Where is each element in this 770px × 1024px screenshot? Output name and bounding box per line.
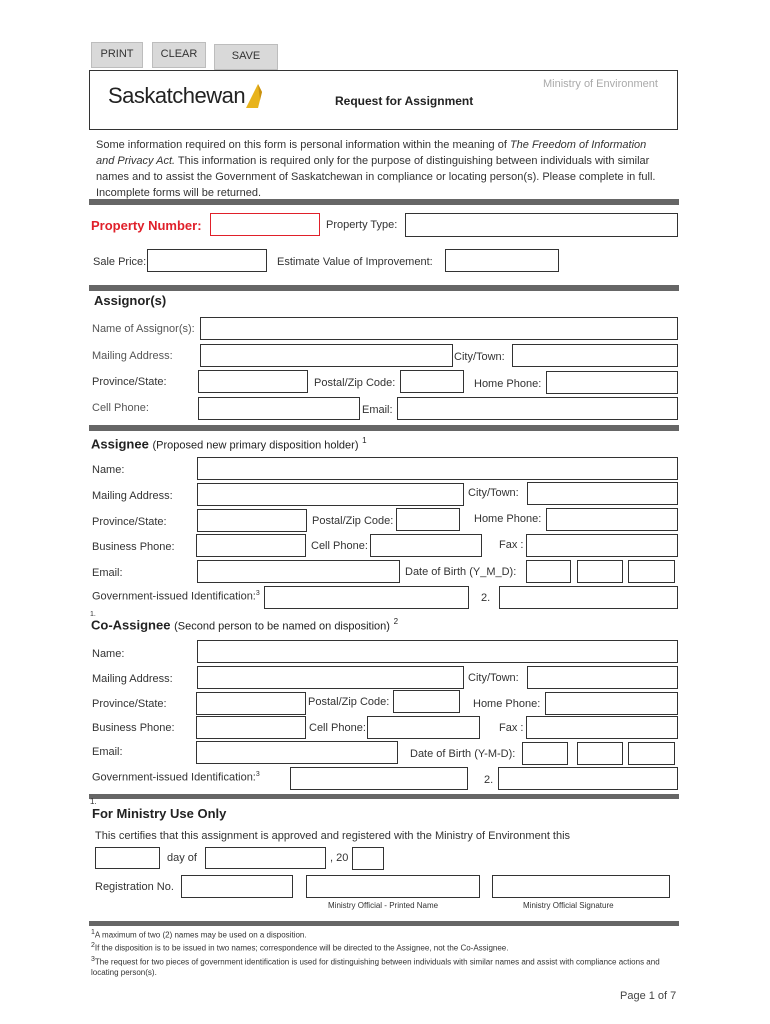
- assignee-dob-year[interactable]: [526, 560, 571, 583]
- assignee-postal-label: Postal/Zip Code:: [312, 515, 394, 527]
- official-name-input[interactable]: [306, 875, 480, 898]
- sale-price-label: Sale Price:: [93, 256, 147, 268]
- assignor-cell-input[interactable]: [198, 397, 360, 420]
- assignee-cell-label: Cell Phone:: [311, 540, 368, 552]
- assignor-home-phone-input[interactable]: [546, 371, 678, 394]
- coassignee-gov-id-text: Government-issued Identification:: [92, 771, 256, 784]
- assignee-id-2-number: 2.: [481, 592, 491, 604]
- divider: [89, 285, 679, 291]
- assignee-name-input[interactable]: [197, 457, 678, 480]
- coassignee-heading: [91, 617, 398, 632]
- assignee-home-phone-input[interactable]: [546, 508, 678, 531]
- coassignee-dob-day[interactable]: [628, 742, 675, 765]
- assignee-gov-id-1-input[interactable]: [264, 586, 469, 609]
- printed-name-caption: Ministry Official - Printed Name: [328, 901, 439, 910]
- assignee-dob-month[interactable]: [577, 560, 623, 583]
- assignee-fax-input[interactable]: [526, 534, 678, 557]
- assignor-province-label: Province/State:: [92, 376, 167, 388]
- intro-paragraph: [96, 137, 656, 201]
- assignee-province-label: Province/State:: [92, 516, 167, 528]
- footnote-1: [91, 929, 307, 940]
- assignee-dob-day[interactable]: [628, 560, 675, 583]
- coassignee-dob-month[interactable]: [577, 742, 623, 765]
- coassignee-fax-label: Fax :: [499, 722, 524, 734]
- assignee-gov-id-text: Government-issued Identification:: [92, 590, 256, 603]
- assignee-heading: [91, 436, 367, 451]
- footnote-3-text: The request for two pieces of government identification is used for distinguishing between individuals with similar names and assist with compliance actions and locating person(s).: [91, 957, 660, 977]
- assignee-title: Assignee: [91, 436, 149, 452]
- assignee-gov-id-2-input[interactable]: [499, 586, 678, 609]
- wheat-logo-icon: [244, 82, 266, 112]
- assignor-postal-input[interactable]: [400, 370, 464, 393]
- assignee-province-input[interactable]: [197, 509, 307, 532]
- coassignee-name-input[interactable]: [197, 640, 678, 663]
- assignor-home-phone-label: Home Phone:: [474, 378, 542, 390]
- coassignee-home-phone-label: Home Phone:: [473, 698, 541, 710]
- act-name: The Freedom of Information and Privacy Act.: [96, 139, 647, 167]
- coassignee-city-label: City/Town:: [468, 672, 519, 684]
- assignee-city-label: City/Town:: [468, 487, 519, 499]
- coassignee-email-input[interactable]: [196, 741, 398, 764]
- save-button[interactable]: SAVE: [214, 44, 278, 70]
- coassignee-home-phone-input[interactable]: [545, 692, 678, 715]
- property-number-input[interactable]: [210, 213, 320, 236]
- assignee-mailing-label: Mailing Address:: [92, 490, 173, 502]
- assignee-mailing-input[interactable]: [197, 483, 464, 506]
- divider: [89, 199, 679, 205]
- assignee-business-label: Business Phone:: [92, 541, 175, 553]
- assignee-email-label: Email:: [92, 567, 123, 579]
- coassignee-postal-input[interactable]: [393, 690, 460, 713]
- month-input[interactable]: [205, 847, 326, 869]
- assignor-postal-label: Postal/Zip Code:: [314, 377, 396, 389]
- official-signature-input[interactable]: [492, 875, 670, 898]
- assignor-name-input[interactable]: [200, 317, 678, 340]
- coassignee-email-label: Email:: [92, 746, 123, 758]
- coassignee-province-label: Province/State:: [92, 698, 167, 710]
- coassignee-mailing-label: Mailing Address:: [92, 673, 173, 685]
- footnote-1-text: A maximum of two (2) names may be used on a disposition.: [94, 930, 307, 940]
- coassignee-mailing-input[interactable]: [197, 666, 464, 689]
- logo-text: Saskatchewan: [108, 83, 246, 108]
- form-title: Request for Assignment: [335, 94, 474, 108]
- page-number: Page 1 of 7: [620, 990, 677, 1002]
- assignor-email-input[interactable]: [397, 397, 678, 420]
- footnote-ref-3: 3: [255, 590, 260, 597]
- assignee-home-phone-label: Home Phone:: [474, 513, 542, 525]
- sale-price-input[interactable]: [147, 249, 267, 272]
- coassignee-subtitle: (Second person to be named on disposition): [174, 620, 390, 633]
- assignor-mailing-input[interactable]: [200, 344, 453, 367]
- coassignee-cell-input[interactable]: [367, 716, 480, 739]
- divider: [89, 425, 679, 431]
- year-input[interactable]: [352, 847, 384, 870]
- assignee-id-1-number: 1.: [90, 611, 96, 618]
- day-input[interactable]: [95, 847, 160, 869]
- intro-text-1: Some information required on this form is personal information within the meaning of: [96, 139, 510, 151]
- registration-label: Registration No.: [95, 881, 174, 893]
- assignor-name-label: Name of Assignor(s):: [92, 323, 195, 335]
- day-of-label: day of: [167, 852, 197, 864]
- property-number-label: Property Number:: [91, 218, 202, 233]
- year-prefix-label: , 20: [330, 852, 349, 864]
- coassignee-gov-id-label: [92, 771, 260, 784]
- ministry-name: Ministry of Environment: [543, 78, 658, 90]
- footnote-3: [91, 955, 671, 978]
- footnote-ref-3: 3: [255, 771, 260, 778]
- estimate-value-label: Estimate Value of Improvement:: [277, 256, 433, 268]
- assignor-cell-label: Cell Phone:: [92, 402, 149, 414]
- assignor-email-label: Email:: [362, 404, 393, 416]
- footnote-ref-2: 2: [393, 617, 399, 626]
- coassignee-city-input[interactable]: [527, 666, 678, 689]
- assignee-business-input[interactable]: [196, 534, 306, 557]
- assignor-heading: Assignor(s): [94, 293, 167, 308]
- certify-text: This certifies that this assignment is approved and registered with the Ministry of Environment this: [95, 830, 571, 842]
- coassignee-dob-label: Date of Birth (Y-M-D):: [410, 748, 516, 760]
- coassignee-gov-id-2-input[interactable]: [498, 767, 678, 790]
- signature-caption: Ministry Official Signature: [523, 901, 614, 910]
- footnote-1-number: 1: [91, 929, 95, 936]
- clear-button[interactable]: CLEAR: [152, 42, 206, 68]
- assignor-mailing-label: Mailing Address:: [92, 350, 173, 362]
- estimate-value-input[interactable]: [445, 249, 559, 272]
- coassignee-name-label: Name:: [92, 648, 125, 660]
- divider: [89, 794, 679, 799]
- property-type-input[interactable]: [405, 213, 678, 237]
- assignee-name-label: Name:: [92, 464, 125, 476]
- divider: [89, 921, 679, 926]
- footnote-2: [91, 942, 508, 953]
- assignor-province-input[interactable]: [198, 370, 308, 393]
- coassignee-province-input[interactable]: [196, 692, 306, 715]
- assignee-fax-label: Fax :: [499, 539, 524, 551]
- property-type-label: Property Type:: [326, 219, 398, 231]
- ministry-heading: For Ministry Use Only: [92, 806, 227, 821]
- coassignee-fax-input[interactable]: [526, 716, 678, 739]
- coassignee-title: Co-Assignee: [91, 617, 171, 633]
- coassignee-id-2-number: 2.: [484, 774, 494, 786]
- assignee-email-input[interactable]: [197, 560, 400, 583]
- coassignee-postal-label: Postal/Zip Code:: [308, 696, 390, 708]
- coassignee-gov-id-1-input[interactable]: [290, 767, 468, 790]
- footnote-ref-1: 1: [362, 436, 367, 445]
- assignee-city-input[interactable]: [527, 482, 678, 505]
- assignor-city-input[interactable]: [512, 344, 678, 367]
- registration-input[interactable]: [181, 875, 293, 898]
- coassignee-dob-year[interactable]: [522, 742, 568, 765]
- assignee-postal-input[interactable]: [396, 508, 460, 531]
- intro-text-2: This information is required only for the purpose of distinguishing between individuals with similar names and to assist the Government of Saskatchewan in compliance or locating person(s). Please complete in full. Incomplete forms will be returned.: [96, 155, 656, 199]
- footnote-2-text: If the disposition is to be issued in two names; correspondence will be directed to the Assignee, not the Co-Assignee.: [94, 943, 509, 953]
- coassignee-cell-label: Cell Phone:: [309, 722, 366, 734]
- assignee-subtitle: (Proposed new primary disposition holder): [152, 439, 359, 452]
- coassignee-id-1-number: 1.: [90, 797, 97, 806]
- assignee-cell-input[interactable]: [370, 534, 482, 557]
- coassignee-business-label: Business Phone:: [92, 722, 175, 734]
- assignee-gov-id-label: [92, 590, 260, 603]
- coassignee-business-input[interactable]: [196, 716, 306, 739]
- footnote-2-number: 2: [91, 942, 95, 949]
- print-button[interactable]: PRINT: [91, 42, 143, 68]
- assignee-dob-label: Date of Birth (Y_M_D):: [405, 566, 517, 578]
- footnote-3-number: 3: [91, 956, 95, 963]
- assignor-city-label: City/Town:: [454, 351, 505, 363]
